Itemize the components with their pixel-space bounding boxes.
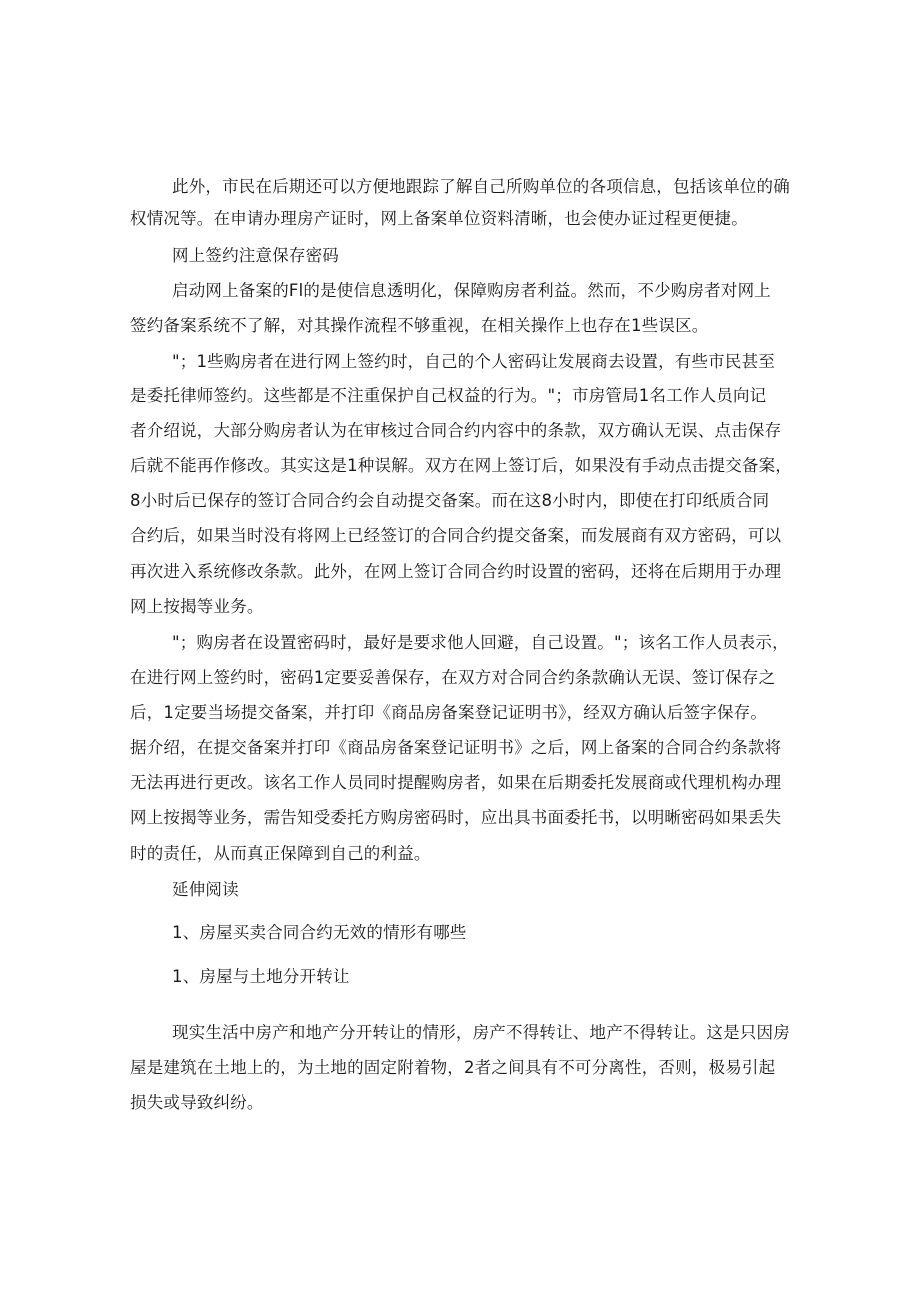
paragraph-line: 无法再进行更改。该名工作人员同时提醒购房者，如果在后期委托发展商或代理机构办理 xyxy=(130,773,782,792)
paragraph-line: 再次进入系统修改条款。此外，在网上签订合同合约时设置的密码，还将在后期用于办理 xyxy=(130,562,782,581)
paragraph-line: 签约备案系统不了解，对其操作流程不够重视，在相关操作上也存在1些误区。 xyxy=(130,316,709,335)
paragraph-line: 在进行网上签约时，密码1定要妥善保存，在双方对合同合约条款确认无误、签订保存之 xyxy=(130,668,776,687)
list-item: 1、房屋与土地分开转让 xyxy=(172,967,350,986)
paragraph-line: 时的责任，从而真正保障到自己的利益。 xyxy=(130,844,431,863)
list-item: 1、房屋买卖合同合约无效的情形有哪些 xyxy=(172,923,467,942)
paragraph-line: "；1些购房者在进行网上签约时，自己的个人密码让发展商去设置，有些市民甚至 xyxy=(172,352,775,371)
paragraph-line: 者介绍说，大部分购房者认为在审核过合同合约内容中的条款，双方确认无误、点击保存 xyxy=(130,421,782,440)
paragraph-line: 后就不能再作修改。其实这是1种误解。双方在网上签订后，如果没有手动点击提交备案， xyxy=(130,456,792,475)
paragraph-line: 合约后，如果当时没有将网上已经签订的合同合约提交备案，而发展商有双方密码，可以 xyxy=(130,526,782,545)
paragraph-line: 网上按揭等业务。 xyxy=(130,597,264,616)
paragraph-line: 8小时后已保存的签订合同合约会自动提交备案。而在这8小时内，即使在打印纸质合同 xyxy=(130,491,770,510)
paragraph-line: 此外，市民在后期还可以方便地跟踪了解自己所购单位的各项信息，包括该单位的确 xyxy=(172,177,790,196)
paragraph-line: 现实生活中房产和地产分开转让的情形，房产不得转让、地产不得转让。这是只因房 xyxy=(172,1023,790,1042)
paragraph-line: 权情况等。在申请办理房产证时，网上备案单位资料清晰，也会使办证过程更便捷。 xyxy=(130,209,748,228)
paragraph-line: 网上按揭等业务，需告知受委托方购房密码时，应出具书面委托书，以明晰密码如果丢失 xyxy=(130,808,782,827)
paragraph-line: 损失或导致纠纷。 xyxy=(130,1093,264,1112)
paragraph-line: 后，1定要当场提交备案，并打印《商品房备案登记证明书》，经双方确认后签字保存。 xyxy=(130,703,768,722)
paragraph-line: 据介绍，在提交备案并打印《商品房备案登记证明书》之后，网上备案的合同合约条款将 xyxy=(130,738,782,757)
paragraph-line: 屋是建筑在土地上的，为土地的固定附着物，2者之间具有不可分离性，否则，极易引起 xyxy=(130,1058,776,1077)
paragraph-line: 启动网上备案的Fl的是使信息透明化，保障购房者利益。然而，不少购房者对网上 xyxy=(172,281,771,300)
paragraph-line: "；购房者在设置密码时，最好是要求他人回避，自己设置。"；该名工作人员表示， xyxy=(172,633,789,652)
section-heading: 网上签约注意保存密码 xyxy=(172,246,339,265)
paragraph-line: 是委托律师签约。这些都是不注重保护自己权益的行为。"；市房管局1名工作人员向记 xyxy=(130,386,767,405)
section-heading: 延伸阅读 xyxy=(172,880,239,899)
